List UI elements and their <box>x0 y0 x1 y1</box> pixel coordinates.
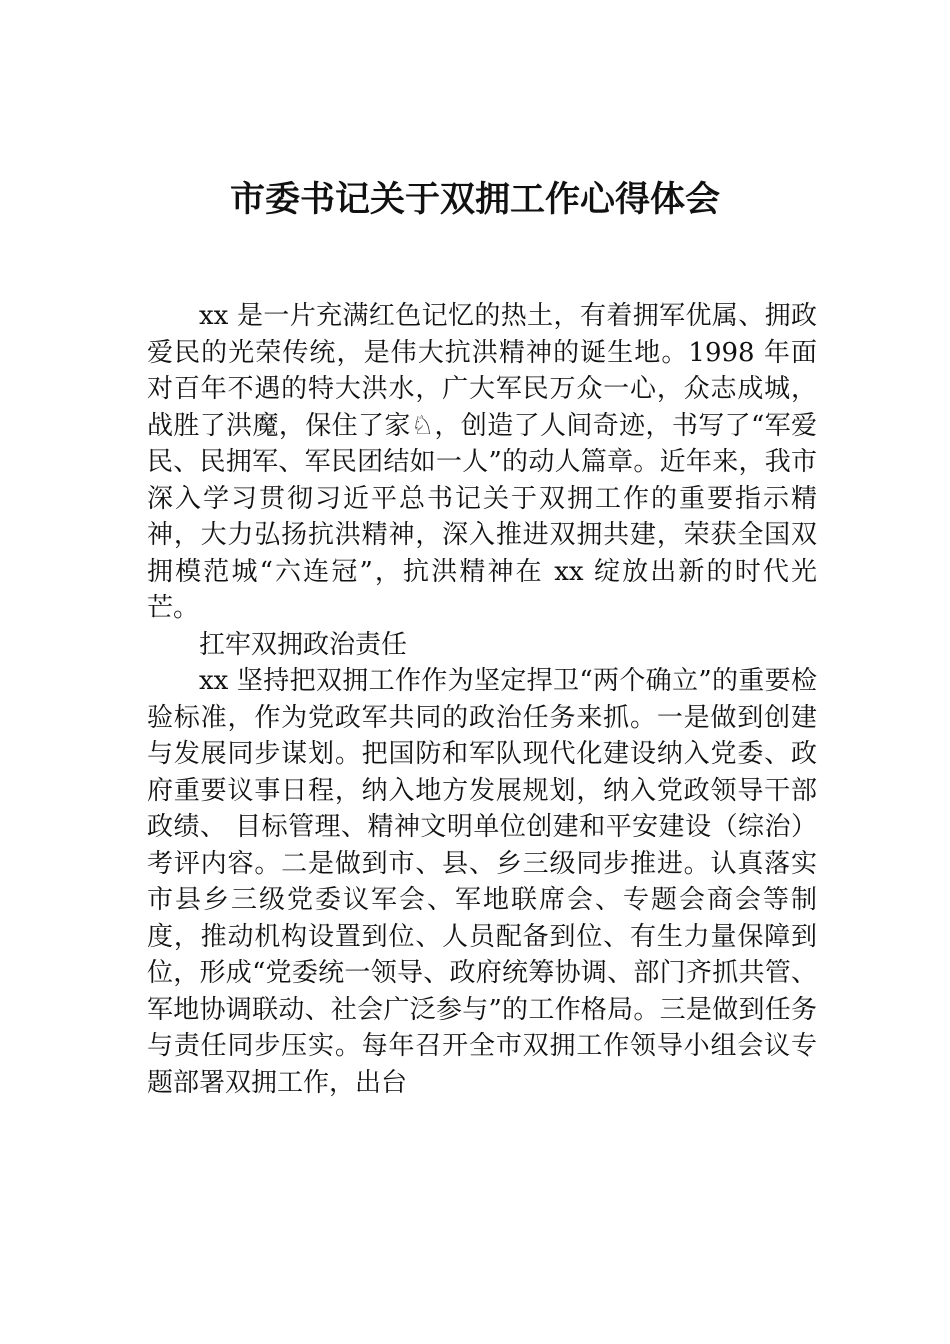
paragraph-responsibility: xx 坚持把双拥工作作为坚定捍卫“两个确立”的重要检验标准，作为党政军共同的政治任务来抓。一是做到创建与发展同步谋划。把国防和军队现代化建设纳入党委、政府重要议事日程，纳入地方发展规划，纳入党政领导干部政绩、 目标管理、精神文明单位创建和平安建设（综治）考评内容。二是做到市、县、乡三级同步推进。认真落实市县乡三级党委议军会、军地联席会、专题会商会等制度，推动机构设置到位、人员配备到位、有生力量保障到位，形成“党委统一领导、政府统筹协调、部门齐抓共管、军地协调联动、社会广泛参与”的工作格局。三是做到任务与责任同步压实。每年召开全市双拥工作领导小组会议专题部署双拥工作，出台 <box>147 666 817 1098</box>
document-body <box>147 298 817 1101</box>
paragraph-intro: xx 是一片充满红色记忆的热土，有着拥军优属、拥政爱民的光荣传统，是伟大抗洪精神的诞生地。1998 年面对百年不遇的特大洪水，广大军民万众一心，众志成城，战胜了洪魔，保住了家♘，创造了人间奇迹，书写了“军爱民、民拥军、军民团结如一人”的动人篇章。近年来，我市深入学习贯彻习近平总书记关于双拥工作的重要指示精神，大力弘扬抗洪精神，深入推进双拥共建，荣获全国双拥模范城“六连冠”，抗洪精神在 xx 绽放出新的时代光芒。 <box>147 301 817 623</box>
document-title: 市委书记关于双拥工作心得体会 <box>229 179 720 220</box>
section-heading: 扛牢双拥政治责任 <box>199 629 408 660</box>
